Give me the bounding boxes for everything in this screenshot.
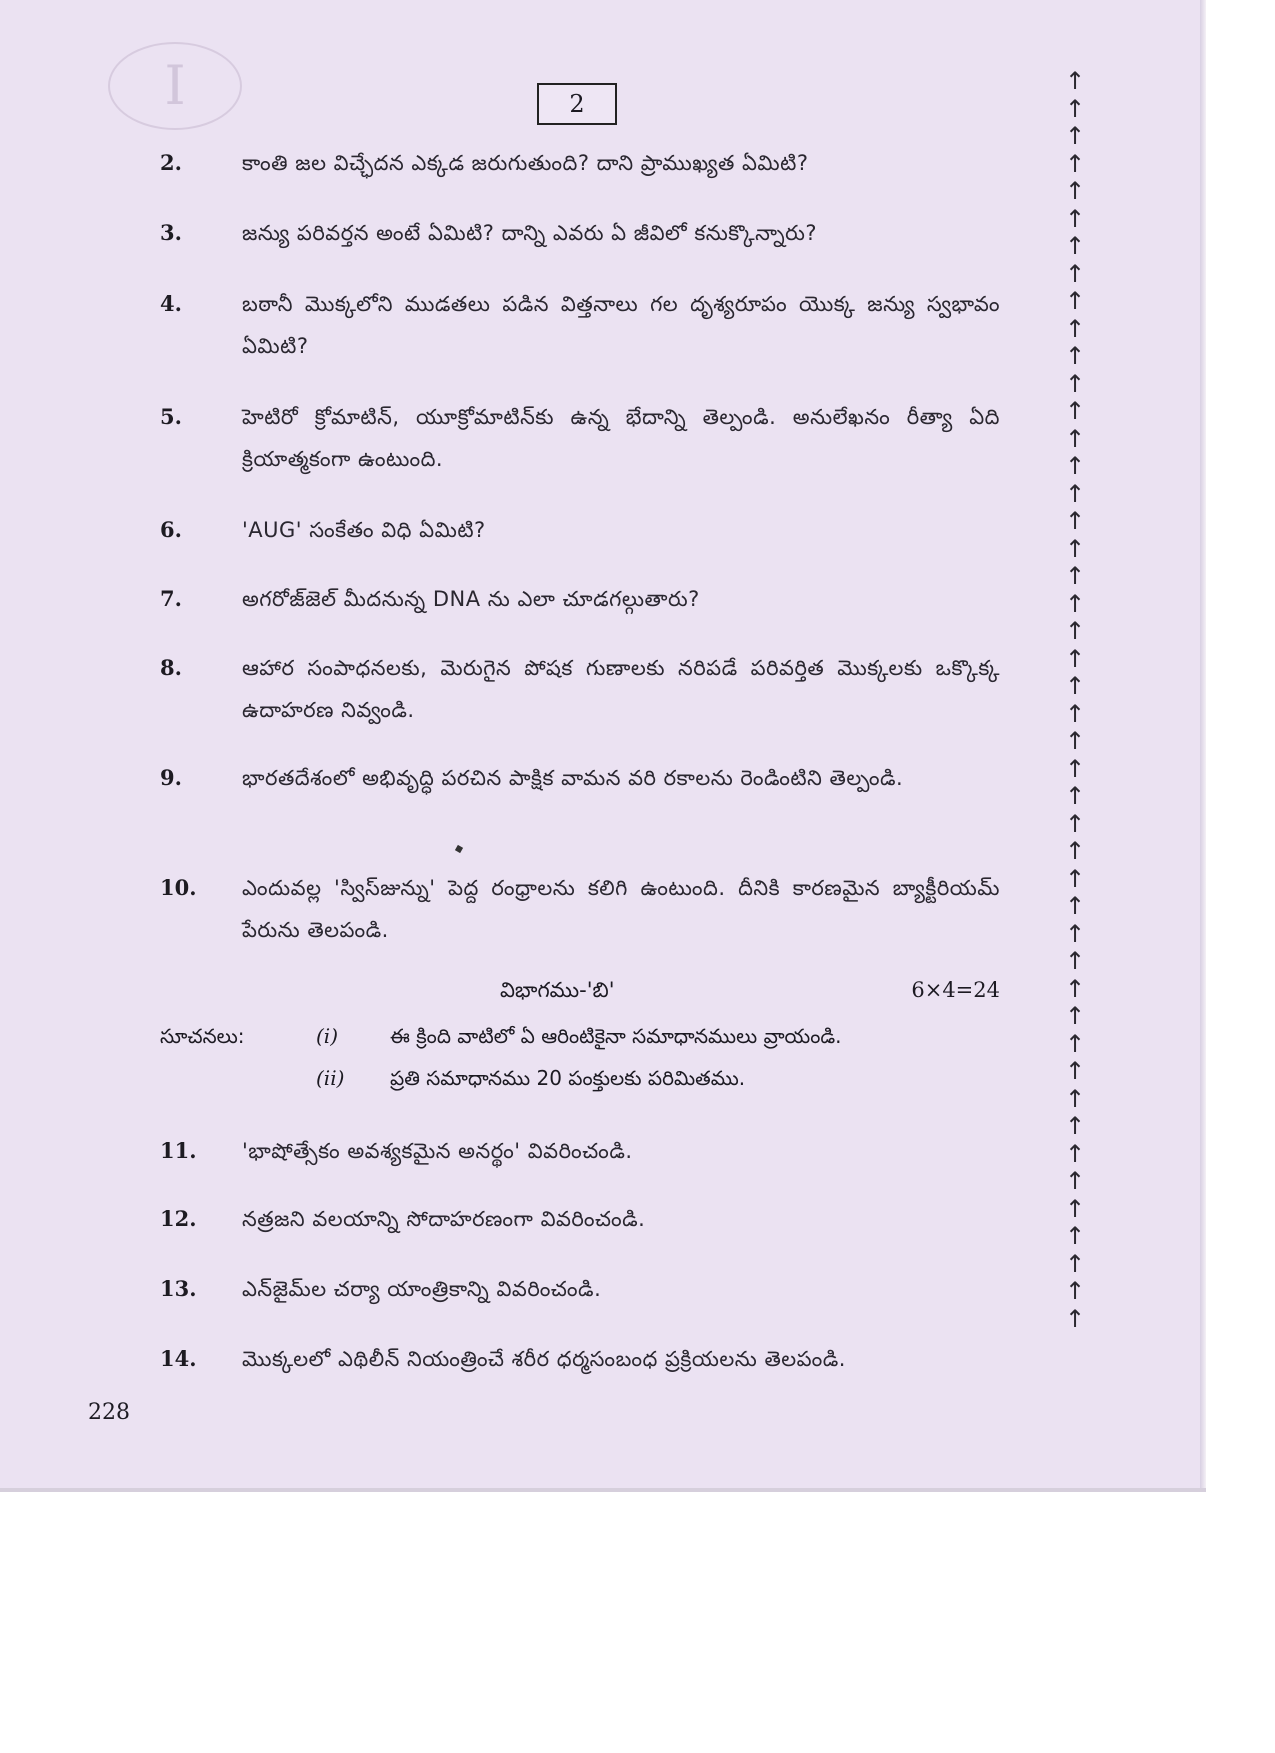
- margin-arrow-icon: ↑: [1064, 892, 1086, 920]
- margin-arrow-icon: ↑: [1064, 149, 1086, 178]
- margin-arrow-icon: ↑: [1064, 1112, 1086, 1140]
- margin-arrow-icon: ↑: [1064, 177, 1086, 205]
- page-number-box: 2: [537, 83, 617, 125]
- margin-arrow-icon: ↑: [1064, 1249, 1086, 1278]
- margin-arrow-icon: ↑: [1064, 1167, 1086, 1195]
- margin-arrow-icon: ↑: [1064, 452, 1086, 480]
- margin-arrow-icon: ↑: [1064, 617, 1086, 645]
- question-2: [160, 142, 1000, 184]
- question-text: 'AUG' సంకేతం విధి ఏమిటి?: [242, 518, 486, 542]
- question-number: 11.: [160, 1138, 197, 1163]
- section-b-marks: 6×4=24: [911, 978, 1000, 1002]
- margin-arrow-icon: ↑: [1064, 259, 1086, 288]
- question-number: 14.: [160, 1346, 197, 1371]
- margin-arrow-icon: ↑: [1064, 507, 1086, 535]
- margin-arrow-icon: ↑: [1064, 562, 1086, 590]
- margin-arrow-column: [1062, 68, 1088, 1333]
- question-text: బఠానీ మొక్కలోని ముడతలు పడిన విత్తనాలు గల దృశ్యరూపం యొక్క జన్యు స్వభావం ఏమిటి?: [242, 292, 1000, 358]
- question-number: 13.: [160, 1276, 197, 1301]
- question-number: 2.: [160, 150, 182, 175]
- question-8: [160, 647, 1000, 731]
- margin-arrow-icon: ↑: [1064, 782, 1086, 810]
- instruction-i: ఈ క్రింది వాటిలో ఏ ఆరింటికైనా సమాధానములు వ్రాయండి.: [390, 1024, 842, 1048]
- instructions-label: సూచనలు:: [160, 1024, 245, 1048]
- question-text: ఆహార సంపాధనలకు, మెరుగైన పోషక గుణాలకు నరిపడే పరివర్తిత మొక్కలకు ఒక్కొక్క ఉదాహరణ నివ్వండి.: [242, 656, 1000, 722]
- margin-arrow-icon: ↑: [1064, 589, 1086, 618]
- margin-arrow-icon: ↑: [1064, 1029, 1086, 1058]
- margin-arrow-icon: ↑: [1064, 67, 1086, 95]
- margin-arrow-icon: ↑: [1064, 947, 1086, 975]
- margin-arrow-icon: ↑: [1064, 809, 1086, 838]
- margin-arrow-icon: ↑: [1064, 1057, 1086, 1085]
- question-number: 4.: [160, 291, 182, 316]
- margin-arrow-icon: ↑: [1064, 287, 1086, 315]
- footer-page-number: 228: [88, 1400, 130, 1425]
- margin-arrow-icon: ↑: [1064, 1084, 1086, 1113]
- margin-arrow-icon: ↑: [1064, 534, 1086, 563]
- question-number: 9.: [160, 765, 182, 790]
- question-number: 8.: [160, 655, 182, 680]
- question-6: [160, 509, 1000, 551]
- margin-arrow-icon: ↑: [1064, 1139, 1086, 1168]
- question-number: 10.: [160, 875, 197, 900]
- margin-arrow-icon: ↑: [1064, 397, 1086, 425]
- question-9: [160, 757, 1000, 799]
- margin-arrow-icon: ↑: [1064, 699, 1086, 728]
- margin-arrow-icon: ↑: [1064, 94, 1086, 123]
- question-4: [160, 283, 1000, 367]
- question-5: [160, 396, 1000, 480]
- ink-speck: [455, 845, 463, 853]
- margin-arrow-icon: ↑: [1064, 232, 1086, 260]
- margin-arrow-icon: ↑: [1064, 369, 1086, 398]
- instruction-roman-i: (i): [316, 1024, 339, 1048]
- margin-arrow-icon: ↑: [1064, 1222, 1086, 1250]
- instruction-roman-ii: (ii): [316, 1066, 345, 1090]
- margin-arrow-icon: ↑: [1064, 754, 1086, 783]
- margin-arrow-icon: ↑: [1064, 1194, 1086, 1223]
- question-text: హెటిరో క్రోమాటిన్, యూక్రోమాటిన్‌కు ఉన్న భేదాన్ని తెల్పండి. అనులేఖనం రీత్యా ఏది క్రియాత్మకంగా ఉంటుంది.: [242, 405, 1000, 471]
- sheet-edge: [1200, 0, 1206, 1490]
- seal-letter: I: [164, 54, 186, 117]
- question-number: 3.: [160, 220, 182, 245]
- question-11: [160, 1130, 1000, 1172]
- faded-seal-mark: [108, 42, 242, 130]
- sheet-bottom-shadow: [0, 1488, 1206, 1492]
- question-number: 5.: [160, 404, 182, 429]
- margin-arrow-icon: ↑: [1064, 919, 1086, 948]
- margin-arrow-icon: ↑: [1064, 424, 1086, 453]
- question-13: [160, 1268, 1000, 1310]
- margin-arrow-icon: ↑: [1064, 864, 1086, 893]
- question-text: జన్యు పరివర్తన అంటే ఏమిటి? దాన్ని ఎవరు ఏ జీవిలో కనుక్కొన్నారు?: [242, 221, 818, 245]
- question-text: ఎందువల్ల 'స్విస్‌జున్ను' పెద్ద రంధ్రాలను కలిగి ఉంటుంది. దీనికి కారణమైన బ్యాక్టీరియమ్ పేరును తెలపండి.: [242, 876, 1000, 942]
- margin-arrow-icon: ↑: [1064, 342, 1086, 370]
- margin-arrow-icon: ↑: [1064, 204, 1086, 233]
- margin-arrow-icon: ↑: [1064, 479, 1086, 508]
- question-7: [160, 578, 1000, 620]
- section-b-title: విభాగము-'బి': [500, 978, 615, 1002]
- question-text: 'భాషోత్సేకం అవశ్యకమైన అనర్థం' వివరించండి.: [242, 1139, 633, 1163]
- margin-arrow-icon: ↑: [1064, 122, 1086, 150]
- question-number: 12.: [160, 1206, 197, 1231]
- margin-arrow-icon: ↑: [1064, 314, 1086, 343]
- question-text: కాంతి జల విచ్ఛేదన ఎక్కడ జరుగుతుంది? దాని ప్రాముఖ్యత ఏమిటి?: [242, 151, 809, 175]
- margin-arrow-icon: ↑: [1064, 1304, 1086, 1333]
- margin-arrow-icon: ↑: [1064, 1002, 1086, 1030]
- question-number: 6.: [160, 517, 182, 542]
- margin-arrow-icon: ↑: [1064, 974, 1086, 1003]
- question-text: నత్రజని వలయాన్ని సోదాహరణంగా వివరించండి.: [242, 1207, 646, 1231]
- question-3: [160, 212, 1000, 254]
- question-text: భారతదేశంలో అభివృద్ధి పరచిన పాక్షిక వామన వరి రకాలను రెండింటిని తెల్పండి.: [242, 766, 904, 790]
- question-text: ఎన్‌జైమ్‌ల చర్యా యాంత్రికాన్ని వివరించండి.: [242, 1277, 602, 1301]
- margin-arrow-icon: ↑: [1064, 727, 1086, 755]
- margin-arrow-icon: ↑: [1064, 644, 1086, 673]
- margin-arrow-icon: ↑: [1064, 1277, 1086, 1305]
- question-12: [160, 1198, 1000, 1240]
- margin-arrow-icon: ↑: [1064, 837, 1086, 865]
- instruction-ii: ప్రతి సమాధానము 20 పంక్తులకు పరిమితము.: [390, 1066, 746, 1090]
- margin-arrow-icon: ↑: [1064, 672, 1086, 700]
- question-number: 7.: [160, 586, 182, 611]
- question-10: [160, 867, 1000, 951]
- question-14: [160, 1338, 1000, 1380]
- question-text: మొక్కలలో ఎథిలీన్ నియంత్రించే శరీర ధర్మసంబంధ ప్రక్రియలను తెలపండి.: [242, 1347, 846, 1371]
- question-text: అగరోజ్‌జెల్ మీదనున్న DNA ను ఎలా చూడగల్గుతారు?: [242, 587, 700, 611]
